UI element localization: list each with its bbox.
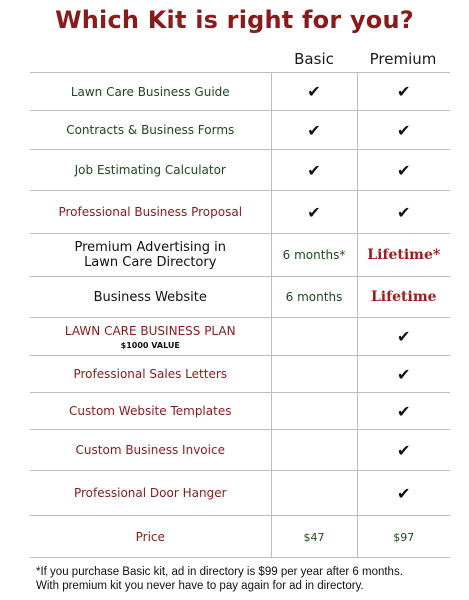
footnote-line: With premium kit you never have to pay again for ad in directory. [36, 580, 364, 592]
feature-label: Professional Sales Letters [30, 356, 271, 393]
table-row [30, 471, 450, 516]
check-icon: ✔ [397, 440, 411, 460]
feature-label: Business Website [30, 277, 271, 318]
premium-cell [357, 393, 450, 430]
table-row [30, 356, 450, 393]
table-row [30, 318, 450, 356]
feature-label: Professional Business Proposal [30, 191, 271, 234]
premium-cell [357, 471, 450, 516]
premium-cell [357, 73, 450, 111]
check-icon: ✔ [307, 202, 321, 222]
basic-cell [271, 150, 357, 191]
basic-cell [271, 393, 357, 430]
basic-cell [271, 430, 357, 471]
feature-label-line: Lawn Care Directory [84, 255, 217, 270]
table-row [30, 191, 450, 234]
feature-label: Contracts & Business Forms [30, 111, 271, 150]
feature-label [30, 234, 271, 277]
basic-cell [271, 73, 357, 111]
footnote-line: *If you purchase Basic kit, ad in directory is $99 per year after 6 months. [36, 566, 403, 578]
premium-cell [357, 356, 450, 393]
basic-price: $47 [303, 530, 325, 544]
premium-cell [357, 191, 450, 234]
check-icon: ✔ [397, 82, 411, 101]
plan-value-note: $1000 VALUE [120, 340, 180, 350]
basic-cell [271, 516, 357, 558]
feature-label: Custom Business Invoice [30, 430, 271, 471]
check-icon: ✔ [397, 483, 411, 503]
feature-label: Professional Door Hanger [30, 471, 271, 516]
basic-cell [271, 471, 357, 516]
premium-cell [357, 318, 450, 356]
premium-cell [357, 111, 450, 150]
table-row [30, 430, 450, 471]
check-icon: ✔ [307, 120, 321, 140]
table-row [30, 277, 450, 318]
premium-cell [357, 516, 450, 558]
check-icon: ✔ [397, 160, 411, 180]
price-row [30, 516, 450, 558]
column-header-premium: Premium [369, 50, 437, 68]
feature-label-line: Premium Advertising in [74, 240, 226, 255]
basic-cell [271, 318, 357, 356]
basic-cell [271, 111, 357, 150]
check-icon: ✔ [397, 120, 411, 140]
basic-value: 6 months* [282, 248, 346, 262]
footnote [36, 565, 456, 593]
premium-cell [357, 234, 450, 277]
check-icon: ✔ [307, 160, 321, 180]
feature-label: Job Estimating Calculator [30, 150, 271, 191]
feature-label [30, 318, 271, 356]
table-row [30, 234, 450, 277]
premium-cell [357, 150, 450, 191]
basic-cell [271, 277, 357, 318]
basic-value: 6 months [285, 290, 343, 304]
plan-title: LAWN CARE BUSINESS PLAN [64, 323, 236, 338]
page-title: Which Kit is right for you? [55, 6, 414, 34]
price-label: Price [30, 516, 271, 558]
check-icon: ✔ [397, 364, 411, 384]
basic-cell [271, 356, 357, 393]
comparison-table [30, 72, 450, 558]
basic-cell [271, 191, 357, 234]
basic-cell [271, 234, 357, 277]
check-icon: ✔ [397, 202, 411, 222]
premium-cell [357, 430, 450, 471]
check-icon: ✔ [307, 82, 321, 101]
table-row [30, 150, 450, 191]
column-header-basic: Basic [294, 50, 334, 68]
table-row [30, 393, 450, 430]
table-row [30, 111, 450, 150]
check-icon: ✔ [397, 327, 411, 346]
premium-value: Lifetime [370, 289, 437, 305]
premium-price: $97 [393, 530, 415, 544]
premium-value: Lifetime* [367, 247, 441, 263]
check-icon: ✔ [397, 401, 411, 421]
feature-label: Lawn Care Business Guide [30, 73, 271, 111]
premium-cell [357, 277, 450, 318]
feature-label: Custom Website Templates [30, 393, 271, 430]
table-row [30, 73, 450, 111]
